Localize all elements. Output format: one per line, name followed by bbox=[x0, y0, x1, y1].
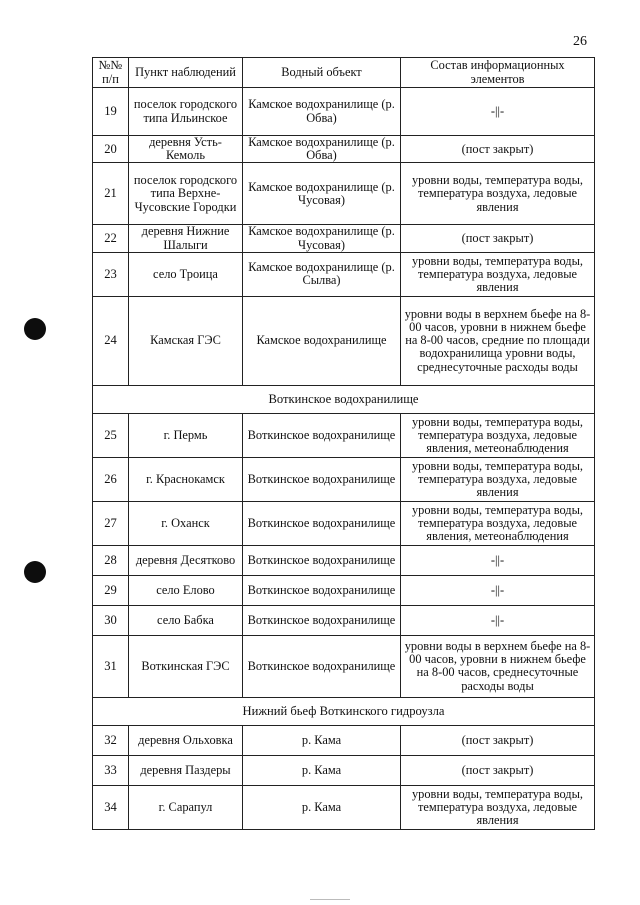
cell-water-object: Воткинское водохранилище bbox=[243, 413, 401, 457]
cell-info-elements: -||- bbox=[401, 605, 595, 635]
cell-info-elements: (пост закрыт) bbox=[401, 755, 595, 785]
cell-point: село Елово bbox=[129, 575, 243, 605]
cell-point: деревня Паздеры bbox=[129, 755, 243, 785]
cell-water-object: Воткинское водохранилище bbox=[243, 457, 401, 501]
table-row bbox=[93, 252, 595, 296]
cell-water-object: Камское водохранилище (р. Обва) bbox=[243, 136, 401, 163]
cell-number: 30 bbox=[93, 605, 129, 635]
cell-point: г. Оханск bbox=[129, 501, 243, 545]
table-row bbox=[93, 605, 595, 635]
cell-water-object: Камское водохранилище (р. Обва) bbox=[243, 88, 401, 136]
table-body bbox=[93, 88, 595, 830]
cell-info-elements: -||- bbox=[401, 545, 595, 575]
cell-number: 22 bbox=[93, 225, 129, 252]
scan-artifact bbox=[310, 899, 350, 900]
cell-water-object: Камское водохранилище bbox=[243, 296, 401, 385]
cell-info-elements: (пост закрыт) bbox=[401, 136, 595, 163]
cell-point: село Троица bbox=[129, 252, 243, 296]
section-title: Нижний бьеф Воткинского гидроузла bbox=[93, 697, 595, 725]
cell-point: деревня Усть-Кемоль bbox=[129, 136, 243, 163]
table-row bbox=[93, 163, 595, 225]
header-number: №№ п/п bbox=[93, 58, 129, 88]
cell-point: поселок городского типа Ильинское bbox=[129, 88, 243, 136]
cell-info-elements: уровни воды, температура воды, температура воздуха, ледовые явления, метеонаблюдения bbox=[401, 413, 595, 457]
header-water-object: Водный объект bbox=[243, 58, 401, 88]
observation-points-table bbox=[92, 57, 595, 830]
cell-water-object: Воткинское водохранилище bbox=[243, 575, 401, 605]
cell-water-object: Камское водохранилище (р. Чусовая) bbox=[243, 225, 401, 252]
table-row bbox=[93, 755, 595, 785]
table-row bbox=[93, 545, 595, 575]
cell-number: 31 bbox=[93, 635, 129, 697]
cell-point: деревня Десятково bbox=[129, 545, 243, 575]
section-title: Воткинское водохранилище bbox=[93, 385, 595, 413]
cell-water-object: Камское водохранилище (р. Чусовая) bbox=[243, 163, 401, 225]
table-row bbox=[93, 225, 595, 252]
cell-water-object: Воткинское водохранилище bbox=[243, 635, 401, 697]
cell-info-elements: уровни воды, температура воды, температура воздуха, ледовые явления bbox=[401, 163, 595, 225]
cell-number: 24 bbox=[93, 296, 129, 385]
cell-point: деревня Нижние Шалыги bbox=[129, 225, 243, 252]
section-row bbox=[93, 697, 595, 725]
cell-number: 34 bbox=[93, 785, 129, 829]
cell-number: 21 bbox=[93, 163, 129, 225]
cell-water-object: Камское водохранилище (р. Сылва) bbox=[243, 252, 401, 296]
cell-water-object: Воткинское водохранилище bbox=[243, 501, 401, 545]
cell-info-elements: уровни воды, температура воды, температура воздуха, ледовые явления bbox=[401, 252, 595, 296]
cell-number: 20 bbox=[93, 136, 129, 163]
cell-water-object: Воткинское водохранилище bbox=[243, 605, 401, 635]
cell-info-elements: уровни воды, температура воды, температура воздуха, ледовые явления bbox=[401, 457, 595, 501]
cell-info-elements: -||- bbox=[401, 88, 595, 136]
table-row bbox=[93, 88, 595, 136]
cell-info-elements: уровни воды, температура воды, температура воздуха, ледовые явления bbox=[401, 785, 595, 829]
table-row bbox=[93, 296, 595, 385]
cell-water-object: Воткинское водохранилище bbox=[243, 545, 401, 575]
cell-number: 27 bbox=[93, 501, 129, 545]
cell-water-object: р. Кама bbox=[243, 725, 401, 755]
cell-point: село Бабка bbox=[129, 605, 243, 635]
table-row bbox=[93, 501, 595, 545]
cell-point: Камская ГЭС bbox=[129, 296, 243, 385]
cell-info-elements: уровни воды в верхнем бьефе на 8-00 часов, уровни в нижнем бьефе на 8-00 часов, среднесуточные расходы воды bbox=[401, 635, 595, 697]
table-row bbox=[93, 413, 595, 457]
table-row bbox=[93, 785, 595, 829]
cell-number: 29 bbox=[93, 575, 129, 605]
cell-info-elements: (пост закрыт) bbox=[401, 725, 595, 755]
cell-number: 23 bbox=[93, 252, 129, 296]
cell-water-object: р. Кама bbox=[243, 785, 401, 829]
section-row bbox=[93, 385, 595, 413]
cell-info-elements: (пост закрыт) bbox=[401, 225, 595, 252]
cell-number: 33 bbox=[93, 755, 129, 785]
table-row bbox=[93, 136, 595, 163]
cell-info-elements: -||- bbox=[401, 575, 595, 605]
cell-info-elements: уровни воды в верхнем бьефе на 8-00 часов, уровни в нижнем бьефе на 8-00 часов, средние по площади водохранилища уровни воды, среднесуточные расходы воды bbox=[401, 296, 595, 385]
cell-water-object: р. Кама bbox=[243, 755, 401, 785]
table-row bbox=[93, 635, 595, 697]
cell-number: 28 bbox=[93, 545, 129, 575]
table-header-row bbox=[93, 58, 595, 88]
cell-point: поселок городского типа Верхне-Чусовские Городки bbox=[129, 163, 243, 225]
binder-hole bbox=[24, 561, 46, 583]
cell-point: г. Пермь bbox=[129, 413, 243, 457]
cell-number: 25 bbox=[93, 413, 129, 457]
cell-point: г. Краснокамск bbox=[129, 457, 243, 501]
page-number: 26 bbox=[573, 34, 587, 49]
cell-number: 19 bbox=[93, 88, 129, 136]
binder-hole bbox=[24, 318, 46, 340]
table-row bbox=[93, 457, 595, 501]
cell-info-elements: уровни воды, температура воды, температура воздуха, ледовые явления, метеонаблюдения bbox=[401, 501, 595, 545]
cell-number: 26 bbox=[93, 457, 129, 501]
header-info-elements: Состав информационных элементов bbox=[401, 58, 595, 88]
cell-point: г. Сарапул bbox=[129, 785, 243, 829]
cell-point: деревня Ольховка bbox=[129, 725, 243, 755]
cell-point: Воткинская ГЭС bbox=[129, 635, 243, 697]
header-point: Пункт наблюдений bbox=[129, 58, 243, 88]
table-row bbox=[93, 575, 595, 605]
cell-number: 32 bbox=[93, 725, 129, 755]
table-row bbox=[93, 725, 595, 755]
